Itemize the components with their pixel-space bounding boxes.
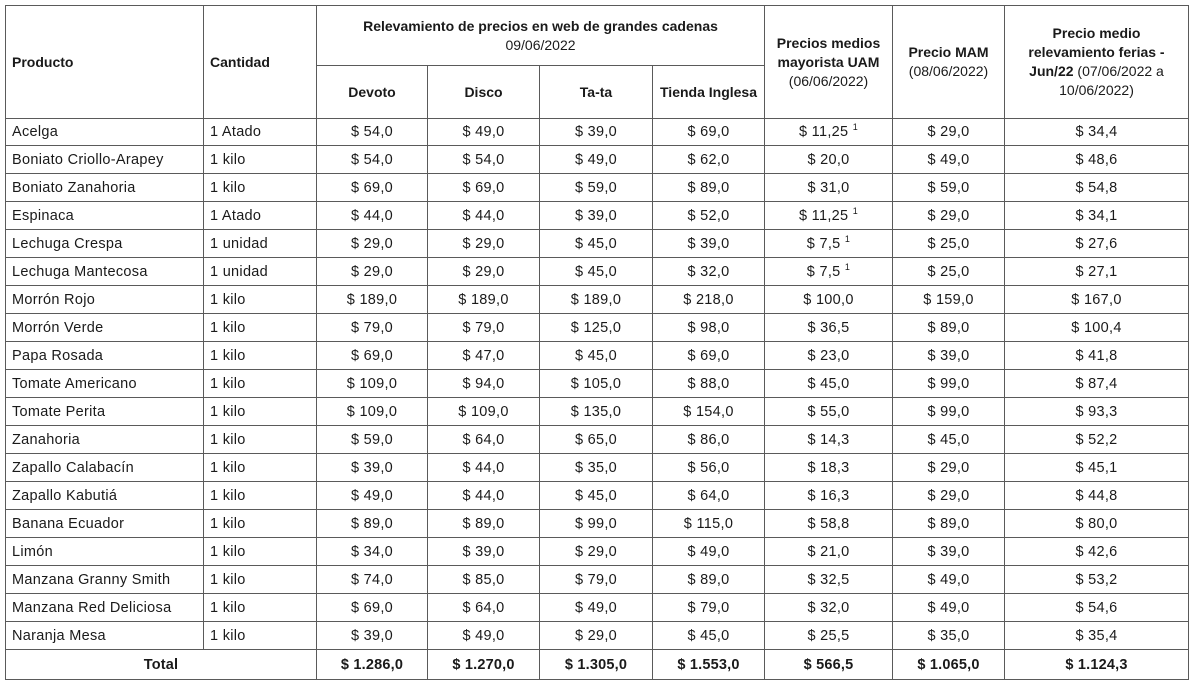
cell-devoto: $ 29,0: [317, 230, 428, 258]
uam-value: $ 16,3: [807, 487, 850, 504]
cell-uam: [765, 314, 893, 342]
relevamiento-date: 09/06/2022: [505, 36, 576, 53]
cell-uam: [765, 286, 893, 314]
uam-value: $ 7,5: [806, 263, 841, 280]
cell-mam: $ 39,0: [893, 342, 1005, 370]
cell-tienda-inglesa: $ 32,0: [653, 258, 765, 286]
cell-producto: Naranja Mesa: [6, 622, 204, 650]
header-disco: Disco: [428, 66, 540, 119]
cell-uam: [765, 342, 893, 370]
uam-value: $ 36,5: [807, 319, 850, 336]
uam-value: $ 20,0: [807, 151, 850, 168]
total-label: Total: [6, 650, 317, 680]
cell-producto: Zapallo Kabutiá: [6, 482, 204, 510]
cell-ferias: $ 48,6: [1005, 146, 1189, 174]
cell-uam: [765, 230, 893, 258]
cell-cantidad: 1 kilo: [204, 426, 317, 454]
cell-tata: $ 49,0: [540, 594, 653, 622]
uam-value: $ 31,0: [807, 179, 850, 196]
cell-tata: $ 45,0: [540, 258, 653, 286]
cell-disco: $ 47,0: [428, 342, 540, 370]
cell-producto: Boniato Criollo-Arapey: [6, 146, 204, 174]
cell-disco: $ 29,0: [428, 258, 540, 286]
total-uam: $ 566,5: [765, 650, 893, 680]
table-row: [6, 314, 1189, 342]
cell-mam: $ 39,0: [893, 538, 1005, 566]
cell-mam: $ 35,0: [893, 622, 1005, 650]
cell-disco: $ 39,0: [428, 538, 540, 566]
cell-disco: $ 189,0: [428, 286, 540, 314]
cell-cantidad: 1 kilo: [204, 622, 317, 650]
table-row: [6, 398, 1189, 426]
cell-tienda-inglesa: $ 79,0: [653, 594, 765, 622]
cell-uam: [765, 566, 893, 594]
cell-cantidad: 1 kilo: [204, 342, 317, 370]
cell-tienda-inglesa: $ 218,0: [653, 286, 765, 314]
footnote-marker: 1: [852, 122, 859, 133]
cell-mam: $ 29,0: [893, 119, 1005, 146]
cell-devoto: $ 54,0: [317, 146, 428, 174]
uam-value: $ 7,5: [806, 235, 841, 252]
cell-tienda-inglesa: $ 52,0: [653, 202, 765, 230]
cell-tata: $ 79,0: [540, 566, 653, 594]
cell-cantidad: 1 Atado: [204, 202, 317, 230]
cell-cantidad: 1 Atado: [204, 119, 317, 146]
uam-value: $ 32,5: [807, 571, 850, 588]
cell-cantidad: 1 unidad: [204, 230, 317, 258]
cell-uam: [765, 119, 893, 146]
table-row: [6, 146, 1189, 174]
ferias-date: (07/06/2022 a 10/06/2022): [1059, 63, 1164, 98]
cell-tata: $ 105,0: [540, 370, 653, 398]
cell-uam: [765, 202, 893, 230]
uam-value: $ 21,0: [807, 543, 850, 560]
cell-disco: $ 64,0: [428, 426, 540, 454]
cell-devoto: $ 39,0: [317, 454, 428, 482]
total-mam: $ 1.065,0: [893, 650, 1005, 680]
uam-value: $ 32,0: [807, 599, 850, 616]
cell-ferias: $ 80,0: [1005, 510, 1189, 538]
table-row: [6, 342, 1189, 370]
cell-uam: [765, 398, 893, 426]
cell-tata: $ 135,0: [540, 398, 653, 426]
cell-producto: Banana Ecuador: [6, 510, 204, 538]
cell-uam: [765, 622, 893, 650]
uam-value: $ 58,8: [807, 515, 850, 532]
header-tienda-inglesa: Tienda Inglesa: [653, 66, 765, 119]
header-producto: Producto: [6, 6, 204, 119]
table-row: [6, 594, 1189, 622]
cell-producto: Morrón Verde: [6, 314, 204, 342]
table-body: [6, 119, 1189, 650]
cell-tienda-inglesa: $ 89,0: [653, 566, 765, 594]
cell-ferias: $ 100,4: [1005, 314, 1189, 342]
table-row: [6, 426, 1189, 454]
cell-ferias: $ 44,8: [1005, 482, 1189, 510]
cell-tienda-inglesa: $ 62,0: [653, 146, 765, 174]
cell-tienda-inglesa: $ 69,0: [653, 119, 765, 146]
cell-tata: $ 49,0: [540, 146, 653, 174]
cell-cantidad: 1 kilo: [204, 314, 317, 342]
cell-tienda-inglesa: $ 64,0: [653, 482, 765, 510]
uam-value: $ 25,5: [807, 627, 850, 644]
cell-disco: $ 49,0: [428, 119, 540, 146]
uam-title: Precios medios mayorista UAM: [776, 34, 881, 70]
cell-devoto: $ 54,0: [317, 119, 428, 146]
cell-cantidad: 1 kilo: [204, 398, 317, 426]
header-relevamiento-group: [317, 6, 765, 66]
cell-devoto: $ 39,0: [317, 622, 428, 650]
cell-producto: Morrón Rojo: [6, 286, 204, 314]
cell-ferias: $ 34,4: [1005, 119, 1189, 146]
cell-mam: $ 159,0: [893, 286, 1005, 314]
cell-devoto: $ 189,0: [317, 286, 428, 314]
cell-tata: $ 45,0: [540, 230, 653, 258]
table-row: [6, 510, 1189, 538]
cell-devoto: $ 29,0: [317, 258, 428, 286]
cell-tata: $ 39,0: [540, 119, 653, 146]
cell-devoto: $ 49,0: [317, 482, 428, 510]
uam-value: $ 45,0: [807, 375, 850, 392]
cell-devoto: $ 59,0: [317, 426, 428, 454]
cell-ferias: $ 27,6: [1005, 230, 1189, 258]
cell-uam: [765, 510, 893, 538]
cell-tata: $ 189,0: [540, 286, 653, 314]
cell-devoto: $ 89,0: [317, 510, 428, 538]
uam-value: $ 55,0: [807, 403, 850, 420]
cell-tienda-inglesa: $ 45,0: [653, 622, 765, 650]
cell-devoto: $ 79,0: [317, 314, 428, 342]
cell-cantidad: 1 unidad: [204, 258, 317, 286]
cell-cantidad: 1 kilo: [204, 538, 317, 566]
cell-tata: $ 29,0: [540, 538, 653, 566]
uam-value: $ 11,25: [798, 124, 849, 140]
uam-value: $ 100,0: [803, 291, 854, 308]
table-row: [6, 202, 1189, 230]
cell-mam: $ 29,0: [893, 482, 1005, 510]
cell-cantidad: 1 kilo: [204, 594, 317, 622]
table-row: [6, 566, 1189, 594]
cell-uam: [765, 538, 893, 566]
cell-producto: Espinaca: [6, 202, 204, 230]
footnote-marker: 1: [844, 233, 851, 244]
cell-uam: [765, 146, 893, 174]
cell-disco: $ 64,0: [428, 594, 540, 622]
cell-producto: Limón: [6, 538, 204, 566]
cell-mam: $ 59,0: [893, 174, 1005, 202]
table-row: [6, 286, 1189, 314]
cell-producto: Zanahoria: [6, 426, 204, 454]
header-ferias: [1005, 6, 1189, 119]
cell-producto: Lechuga Mantecosa: [6, 258, 204, 286]
cell-ferias: $ 52,2: [1005, 426, 1189, 454]
cell-devoto: $ 69,0: [317, 342, 428, 370]
table-row: [6, 258, 1189, 286]
cell-devoto: $ 109,0: [317, 370, 428, 398]
table-row: [6, 119, 1189, 146]
uam-date: (06/06/2022): [788, 72, 869, 89]
cell-disco: $ 109,0: [428, 398, 540, 426]
total-ferias: $ 1.124,3: [1005, 650, 1189, 680]
cell-producto: Zapallo Calabacín: [6, 454, 204, 482]
cell-disco: $ 29,0: [428, 230, 540, 258]
cell-mam: $ 29,0: [893, 454, 1005, 482]
cell-tata: $ 45,0: [540, 342, 653, 370]
cell-mam: $ 25,0: [893, 258, 1005, 286]
cell-disco: $ 69,0: [428, 174, 540, 202]
header-tata: Ta-ta: [540, 66, 653, 119]
cell-tata: $ 65,0: [540, 426, 653, 454]
cell-cantidad: 1 kilo: [204, 482, 317, 510]
cell-producto: Acelga: [6, 119, 204, 146]
cell-mam: $ 99,0: [893, 398, 1005, 426]
mam-title: Precio MAM: [908, 44, 989, 60]
cell-cantidad: 1 kilo: [204, 370, 317, 398]
cell-uam: [765, 454, 893, 482]
cell-tata: $ 99,0: [540, 510, 653, 538]
cell-mam: $ 89,0: [893, 314, 1005, 342]
cell-tienda-inglesa: $ 98,0: [653, 314, 765, 342]
total-disco: $ 1.270,0: [428, 650, 540, 680]
table-row: [6, 370, 1189, 398]
cell-cantidad: 1 kilo: [204, 510, 317, 538]
mam-date: (08/06/2022): [908, 63, 989, 79]
footnote-marker: 1: [852, 205, 859, 216]
total-devoto: $ 1.286,0: [317, 650, 428, 680]
uam-value: $ 11,25: [798, 207, 849, 224]
cell-disco: $ 44,0: [428, 454, 540, 482]
cell-cantidad: 1 kilo: [204, 174, 317, 202]
cell-cantidad: 1 kilo: [204, 286, 317, 314]
table-row: [6, 454, 1189, 482]
cell-tienda-inglesa: $ 69,0: [653, 342, 765, 370]
cell-tata: $ 125,0: [540, 314, 653, 342]
cell-producto: Manzana Granny Smith: [6, 566, 204, 594]
cell-producto: Tomate Americano: [6, 370, 204, 398]
cell-ferias: $ 53,2: [1005, 566, 1189, 594]
cell-ferias: $ 45,1: [1005, 454, 1189, 482]
cell-devoto: $ 69,0: [317, 594, 428, 622]
header-cantidad: Cantidad: [204, 6, 317, 119]
cell-tienda-inglesa: $ 154,0: [653, 398, 765, 426]
cell-ferias: $ 87,4: [1005, 370, 1189, 398]
uam-value: $ 23,0: [807, 347, 850, 364]
cell-uam: [765, 594, 893, 622]
header-uam: [765, 6, 893, 119]
cell-uam: [765, 482, 893, 510]
cell-tata: $ 29,0: [540, 622, 653, 650]
cell-mam: $ 29,0: [893, 202, 1005, 230]
cell-tienda-inglesa: $ 56,0: [653, 454, 765, 482]
cell-mam: $ 49,0: [893, 146, 1005, 174]
cell-uam: [765, 426, 893, 454]
cell-cantidad: 1 kilo: [204, 146, 317, 174]
cell-producto: Boniato Zanahoria: [6, 174, 204, 202]
cell-ferias: $ 54,8: [1005, 174, 1189, 202]
cell-devoto: $ 34,0: [317, 538, 428, 566]
cell-producto: Tomate Perita: [6, 398, 204, 426]
cell-ferias: $ 93,3: [1005, 398, 1189, 426]
total-row: [6, 650, 1189, 680]
cell-tata: $ 39,0: [540, 202, 653, 230]
cell-ferias: $ 35,4: [1005, 622, 1189, 650]
cell-cantidad: 1 kilo: [204, 454, 317, 482]
cell-ferias: $ 27,1: [1005, 258, 1189, 286]
table-row: [6, 482, 1189, 510]
cell-mam: $ 49,0: [893, 594, 1005, 622]
table-row: [6, 174, 1189, 202]
cell-tienda-inglesa: $ 39,0: [653, 230, 765, 258]
cell-tata: $ 45,0: [540, 482, 653, 510]
cell-devoto: $ 44,0: [317, 202, 428, 230]
cell-mam: $ 25,0: [893, 230, 1005, 258]
total-tata: $ 1.305,0: [540, 650, 653, 680]
cell-disco: $ 44,0: [428, 202, 540, 230]
cell-disco: $ 85,0: [428, 566, 540, 594]
cell-mam: $ 99,0: [893, 370, 1005, 398]
cell-tata: $ 59,0: [540, 174, 653, 202]
cell-tienda-inglesa: $ 89,0: [653, 174, 765, 202]
cell-uam: [765, 174, 893, 202]
uam-value: $ 18,3: [807, 459, 850, 476]
cell-producto: Lechuga Crespa: [6, 230, 204, 258]
cell-tienda-inglesa: $ 88,0: [653, 370, 765, 398]
cell-disco: $ 94,0: [428, 370, 540, 398]
cell-mam: $ 49,0: [893, 566, 1005, 594]
header-mam: [893, 6, 1005, 119]
cell-devoto: $ 74,0: [317, 566, 428, 594]
cell-producto: Manzana Red Deliciosa: [6, 594, 204, 622]
footnote-marker: 1: [844, 261, 851, 272]
table-row: [6, 538, 1189, 566]
cell-disco: $ 54,0: [428, 146, 540, 174]
cell-mam: $ 89,0: [893, 510, 1005, 538]
cell-uam: [765, 370, 893, 398]
cell-tata: $ 35,0: [540, 454, 653, 482]
cell-uam: [765, 258, 893, 286]
cell-tienda-inglesa: $ 49,0: [653, 538, 765, 566]
cell-ferias: $ 167,0: [1005, 286, 1189, 314]
cell-disco: $ 49,0: [428, 622, 540, 650]
cell-ferias: $ 42,6: [1005, 538, 1189, 566]
cell-ferias: $ 54,6: [1005, 594, 1189, 622]
header-devoto: Devoto: [317, 66, 428, 119]
cell-disco: $ 79,0: [428, 314, 540, 342]
cell-cantidad: 1 kilo: [204, 566, 317, 594]
ferias-title: Precio medio relevamiento ferias - Jun/22: [1028, 25, 1165, 79]
cell-disco: $ 89,0: [428, 510, 540, 538]
cell-devoto: $ 109,0: [317, 398, 428, 426]
uam-value: $ 14,3: [807, 431, 850, 448]
price-comparison-table: [5, 5, 1189, 680]
cell-tienda-inglesa: $ 86,0: [653, 426, 765, 454]
total-tienda-inglesa: $ 1.553,0: [653, 650, 765, 680]
cell-ferias: $ 41,8: [1005, 342, 1189, 370]
cell-disco: $ 44,0: [428, 482, 540, 510]
cell-mam: $ 45,0: [893, 426, 1005, 454]
relevamiento-title: Relevamiento de precios en web de grandes cadenas: [363, 17, 718, 34]
table-row: [6, 230, 1189, 258]
cell-tienda-inglesa: $ 115,0: [653, 510, 765, 538]
cell-ferias: $ 34,1: [1005, 202, 1189, 230]
table-row: [6, 622, 1189, 650]
cell-producto: Papa Rosada: [6, 342, 204, 370]
cell-devoto: $ 69,0: [317, 174, 428, 202]
